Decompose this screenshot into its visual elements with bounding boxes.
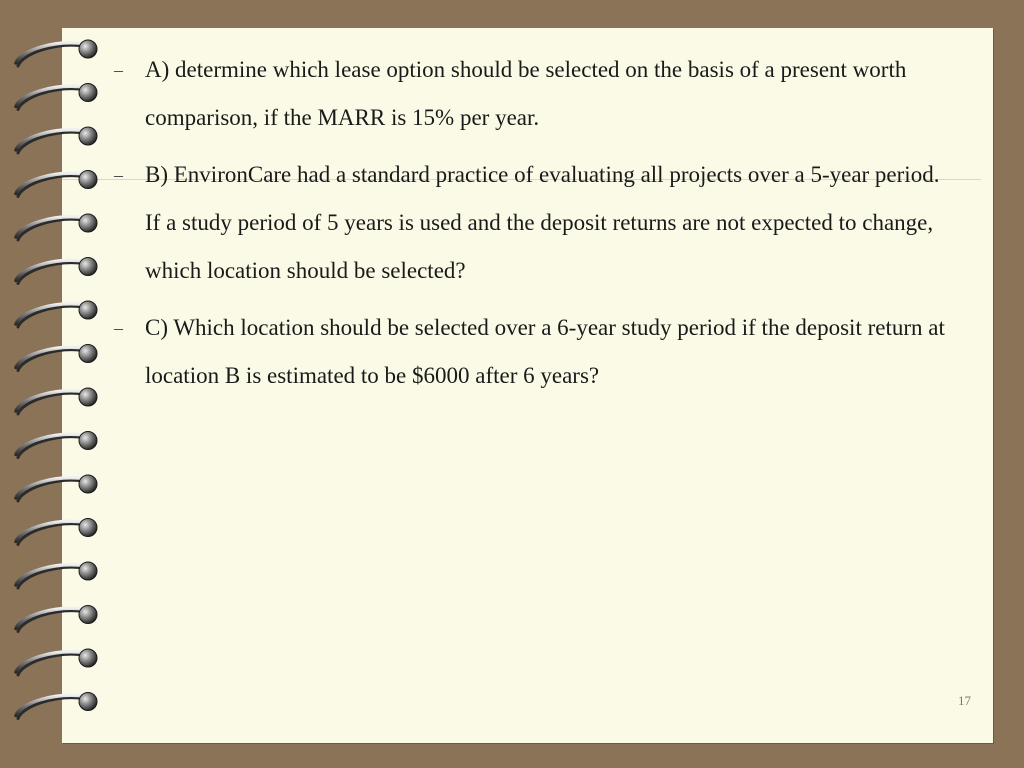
- binding-ring: [16, 84, 97, 110]
- binding-ring: [16, 258, 97, 284]
- dash-marker: –: [114, 165, 123, 185]
- binding-ring: [16, 301, 97, 327]
- binding-ring: [16, 171, 97, 197]
- binding-ring: [16, 606, 97, 632]
- slide-number: 17: [958, 693, 971, 708]
- binding-ring: [16, 475, 97, 501]
- dash-marker: –: [114, 318, 123, 338]
- spiral-binding-icon: [0, 0, 110, 768]
- bullet-item-c: [114, 304, 954, 400]
- binding-ring: [16, 693, 97, 719]
- binding-ring: [16, 214, 97, 240]
- binding-ring: [16, 127, 97, 153]
- slide-page: [62, 28, 993, 743]
- binding-ring: [16, 649, 97, 675]
- dash-marker: –: [114, 60, 123, 80]
- binding-ring: [16, 40, 97, 66]
- binding-ring: [16, 432, 97, 458]
- binding-ring: [16, 519, 97, 545]
- bullet-list: [114, 46, 954, 409]
- bullet-text-a: A) determine which lease option should be selected on the basis of a present worth comparison, if the MARR is 15% per year.: [145, 57, 907, 130]
- bullet-item-a: [114, 46, 954, 142]
- binding-ring: [16, 388, 97, 414]
- bullet-text-b: B) EnvironCare had a standard practice of evaluating all projects over a 5-year period. If a study period of 5 years is used and the deposit returns are not expected to change, which location should be selected?: [145, 162, 940, 283]
- binding-ring: [16, 345, 97, 371]
- bullet-text-c: C) Which location should be selected over a 6-year study period if the deposit return at location B is estimated to be $6000 after 6 years?: [145, 315, 945, 388]
- binding-ring: [16, 562, 97, 588]
- bullet-item-b: [114, 151, 954, 295]
